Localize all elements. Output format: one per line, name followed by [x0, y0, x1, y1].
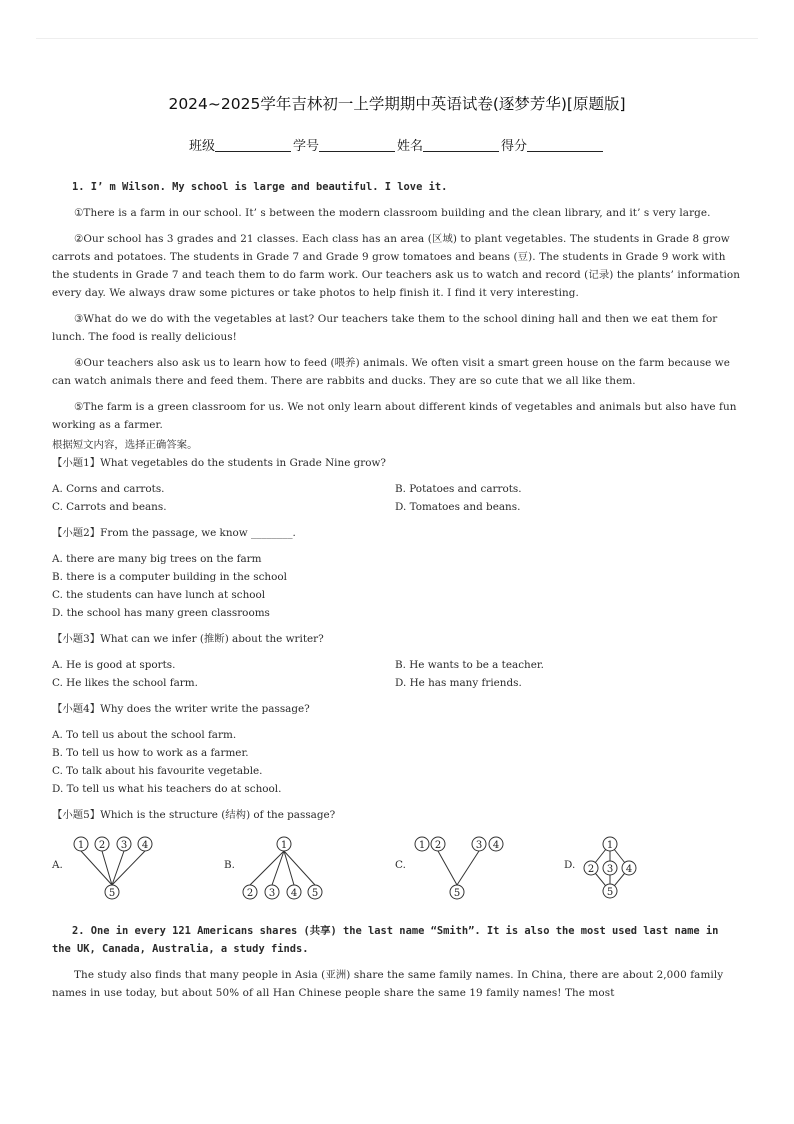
subquestion-4-options [52, 726, 742, 798]
subquestion-2-options [52, 550, 742, 622]
subquestion-1-options [52, 480, 742, 516]
node-4: 4 [492, 840, 500, 851]
node-5: 5 [453, 888, 461, 899]
diagram-b-label[interactable]: B. [224, 859, 235, 871]
name-blank[interactable] [423, 138, 499, 152]
student-info-line [0, 135, 794, 154]
node-3: 3 [268, 888, 276, 899]
structure-diagram-d [580, 828, 672, 908]
passage-paragraph-4: ④Our teachers also ask us to learn how to feed (喂养) animals. We often visit a smart green house on the farm because we can watch animals there and feed them. There are rabbits and ducks. They are so cute that we all like them. [52, 357, 731, 387]
node-5: 5 [108, 888, 116, 899]
option-c[interactable]: C. To talk about his favourite vegetable. [52, 765, 263, 777]
option-a[interactable]: A. To tell us about the school farm. [52, 729, 237, 741]
node-4: 4 [141, 840, 149, 851]
subquestion-3-options [52, 656, 742, 692]
structure-diagram-c [412, 828, 512, 908]
node-1: 1 [280, 840, 288, 851]
option-a[interactable]: A. Corns and carrots. [52, 483, 165, 495]
exam-content [52, 178, 742, 1010]
question-2-header: 2. One in every 121 Americans shares (共享) the last name “Smith”. It is also the most used last name in the UK, Canada, Australia, a study finds. [52, 925, 719, 955]
score-blank[interactable] [527, 138, 603, 152]
structure-diagrams [52, 828, 742, 908]
node-1: 1 [418, 840, 426, 851]
option-d[interactable]: D. Tomatoes and beans. [395, 501, 521, 513]
node-1: 1 [77, 840, 85, 851]
option-c[interactable]: C. Carrots and beans. [52, 501, 167, 513]
passage-paragraph-3: ③What do we do with the vegetables at last? Our teachers take them to the school dining hall and then we eat them for lunch. The food is really delicious! [52, 313, 718, 343]
option-a[interactable]: A. there are many big trees on the farm [52, 553, 262, 565]
subquestion-3: 【小题3】What can we infer (推断) about the writer? [52, 633, 324, 645]
class-blank[interactable] [215, 138, 291, 152]
passage-paragraph-1: ①There is a farm in our school. It’ s between the modern classroom building and the clean library, and it’ s very large. [74, 207, 711, 219]
structure-diagram-a [68, 828, 160, 908]
option-b[interactable]: B. there is a computer building in the school [52, 571, 287, 583]
node-2: 2 [434, 840, 442, 851]
option-a[interactable]: A. He is good at sports. [52, 659, 176, 671]
question-2-paragraph: The study also finds that many people in Asia (亚洲) share the same family names. In China, there are about 2,000 family names in use today, but about 50% of all Han Chinese people share the same 19 family names! The most [52, 969, 724, 999]
subquestion-1: 【小题1】What vegetables do the students in Grade Nine grow? [52, 457, 386, 469]
instruction: 根据短文内容，选择正确答案。 [52, 439, 198, 451]
node-2: 2 [587, 864, 595, 875]
subquestion-2: 【小题2】From the passage, we know ________. [52, 527, 296, 539]
passage-paragraph-2: ②Our school has 3 grades and 21 classes. Each class has an area (区域) to plant vegetables. The students in Grade 8 grow carrots and potatoes. The students in Grade 7 and Grade 9 grow tomatoes and beans (豆). The students in Grade 9 work with the students in Grade 7 and teach them to do farm work. Our teachers ask us to watch and record (记录) the plants’ information every day. We always draw some pictures or take photos to help finish it. I find it very interesting. [52, 233, 741, 299]
node-3: 3 [120, 840, 128, 851]
node-3: 3 [606, 864, 614, 875]
node-5: 5 [311, 888, 319, 899]
node-1: 1 [606, 840, 614, 851]
option-c[interactable]: C. He likes the school farm. [52, 677, 198, 689]
option-d[interactable]: D. the school has many green classrooms [52, 607, 270, 619]
option-c[interactable]: C. the students can have lunch at school [52, 589, 266, 601]
structure-diagram-b [240, 828, 332, 908]
class-label: 班级 [188, 139, 215, 154]
option-b[interactable]: B. He wants to be a teacher. [395, 659, 544, 671]
option-d[interactable]: D. To tell us what his teachers do at school. [52, 783, 282, 795]
page-title: 2024~2025学年吉林初一上学期期中英语试卷(逐梦芳华)[原题版] [168, 95, 626, 113]
diagram-c-label[interactable]: C. [395, 859, 406, 871]
option-b[interactable]: B. Potatoes and carrots. [395, 483, 522, 495]
diagram-d-label[interactable]: D. [564, 859, 576, 871]
node-5: 5 [606, 887, 614, 898]
name-label: 姓名 [397, 139, 424, 154]
subquestion-5: 【小题5】Which is the structure (结构) of the passage? [52, 809, 336, 821]
option-b[interactable]: B. To tell us how to work as a farmer. [52, 747, 249, 759]
question-1-header: 1. I’ m Wilson. My school is large and beautiful. I love it. [72, 181, 448, 193]
option-d[interactable]: D. He has many friends. [395, 677, 522, 689]
id-blank[interactable] [319, 138, 395, 152]
node-4: 4 [290, 888, 298, 899]
id-label: 学号 [292, 139, 319, 154]
score-label: 得分 [501, 139, 528, 154]
node-2: 2 [98, 840, 106, 851]
passage-paragraph-5: ⑤The farm is a green classroom for us. We not only learn about different kinds of vegetables and animals but also have fun working as a farmer. [52, 401, 737, 431]
top-divider [36, 38, 758, 39]
node-4: 4 [625, 864, 633, 875]
node-2: 2 [246, 888, 254, 899]
node-3: 3 [475, 840, 483, 851]
subquestion-4: 【小题4】Why does the writer write the passage? [52, 703, 310, 715]
diagram-a-label[interactable]: A. [52, 859, 63, 871]
